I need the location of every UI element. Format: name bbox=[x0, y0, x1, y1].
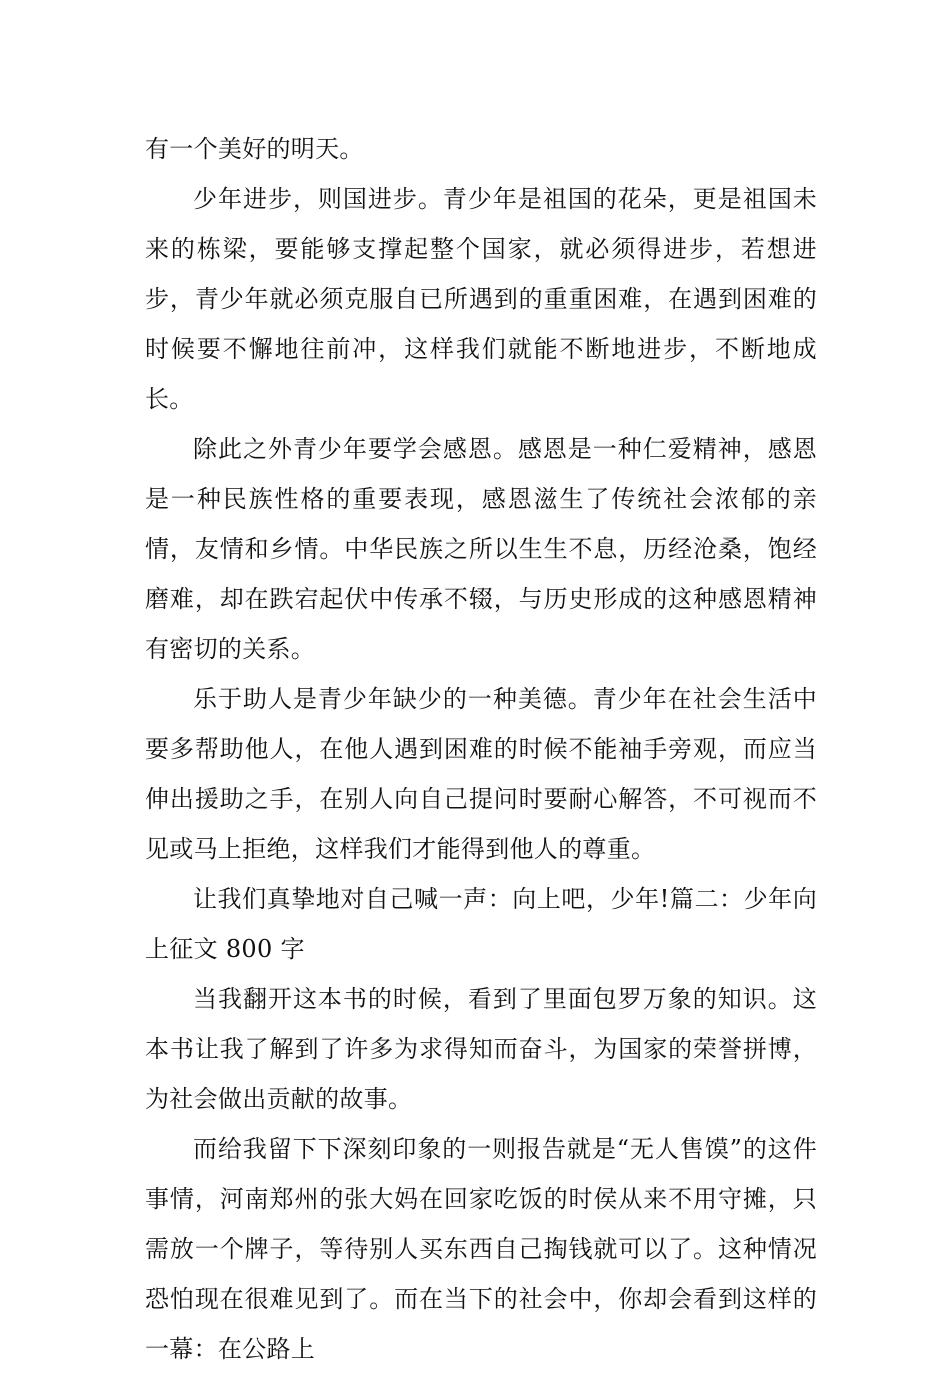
paragraph: 少年进步，则国进步。青少年是祖国的花朵，更是祖国未来的栋梁，要能够支撑起整个国家，就必须得进步，若想进步，青少年就必须克服自已所遇到的重重困难，在遇到困难的时候要不懈地往前冲，这样我们就能不断地进步，不断地成长。 bbox=[145, 185, 817, 413]
paragraph: 有一个美好的明天。 bbox=[145, 135, 364, 163]
paragraph: 让我们真挚地对自己喊一声：向上吧，少年!篇二：少年向上征文 800 字 bbox=[145, 885, 817, 963]
paragraph: 当我翻开这本书的时候，看到了里面包罗万象的知识。这本书让我了解到了许多为求得知而奋斗，为国家的荣誉拼博，为社会做出贡献的故事。 bbox=[145, 985, 817, 1113]
paragraph: 乐于助人是青少年缺少的一种美德。青少年在社会生活中要多帮助他人，在他人遇到困难的时候不能袖手旁观，而应当伸出援助之手，在别人向自己提问时要耐心解答，不可视而不见或马上拒绝，这样我们才能得到他人的尊重。 bbox=[145, 685, 817, 863]
paragraph: 除此之外青少年要学会感恩。感恩是一种仁爱精神，感恩是一种民族性格的重要表现，感恩滋生了传统社会浓郁的亲情，友情和乡情。中华民族之所以生生不息，历经沧桑，饱经磨难，却在跌宕起伏中传承不辍，与历史形成的这种感恩精神有密切的关系。 bbox=[145, 435, 817, 663]
paragraph: 而给我留下下深刻印象的一则报告就是“无人售馍”的这件事情，河南郑州的张大妈在回家吃饭的时侯从来不用守摊，只需放一个牌子，等待别人买东西自己掏钱就可以了。这种情况恐怕现在很难见到了。而在当下的社会中，你却会看到这样的一幕：在公路上 bbox=[145, 1135, 817, 1363]
document-body bbox=[145, 124, 817, 1374]
